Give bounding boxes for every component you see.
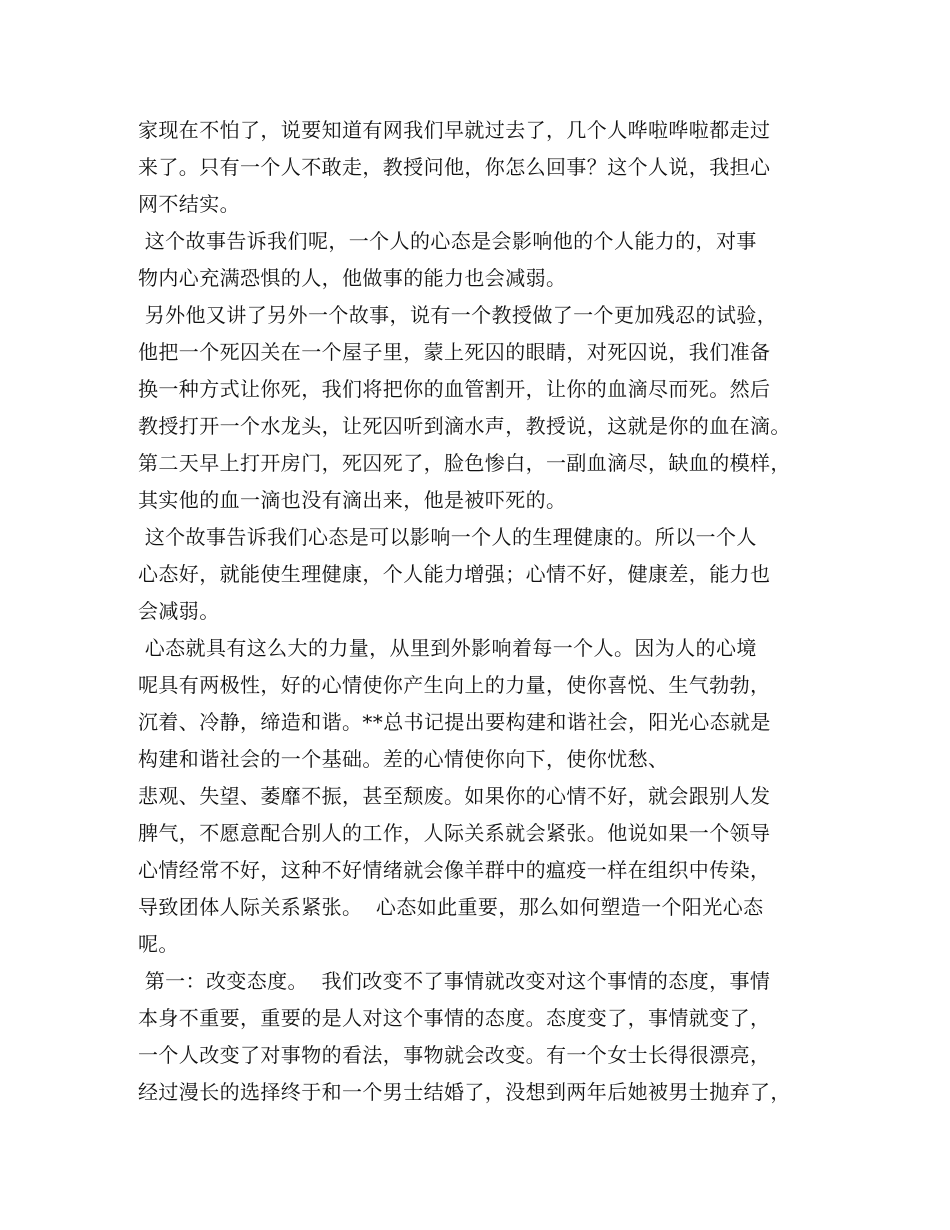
text-line: 沉着、冷静，缔造和谐。**总书记提出要构建和谐社会，阳光心态就是 <box>138 710 771 734</box>
text-line: 呢具有两极性，好的心情使你产生向上的力量，使你喜悦、生气勃勃， <box>138 673 771 697</box>
text-line: 心情经常不好，这种不好情绪就会像羊群中的瘟疫一样在组织中传染， <box>138 858 771 882</box>
text-line: 构建和谐社会的一个基础。差的心情使你向下，使你忧愁、 <box>138 747 669 771</box>
text-line: 物内心充满恐惧的人，他做事的能力也会减弱。 <box>138 266 567 290</box>
text-line: 教授打开一个水龙头，让死囚听到滴水声，教授说，这就是你的血在滴。 <box>138 414 791 438</box>
text-line: 这个故事告诉我们呢，一个人的心态是会影响他的个人能力的，对事 <box>138 229 757 253</box>
text-line: 这个故事告诉我们心态是可以影响一个人的生理健康的。所以一个人 <box>138 525 757 549</box>
body-text <box>138 112 838 1111</box>
text-line: 其实他的血一滴也没有滴出来，他是被吓死的。 <box>138 488 567 512</box>
text-line: 心态就具有这么大的力量，从里到外影响着每一个人。因为人的心境 <box>138 636 757 660</box>
text-line: 他把一个死囚关在一个屋子里，蒙上死囚的眼睛，对死囚说，我们准备 <box>138 340 771 364</box>
text-line: 导致团体人际关系紧张。 心态如此重要，那么如何塑造一个阳光心态 <box>138 895 764 919</box>
text-line: 本身不重要，重要的是人对这个事情的态度。态度变了，事情就变了， <box>138 1006 771 1030</box>
text-line: 心态好，就能使生理健康，个人能力增强；心情不好，健康差，能力也 <box>138 562 771 586</box>
text-line: 换一种方式让你死，我们将把你的血管割开，让你的血滴尽而死。然后 <box>138 377 771 401</box>
text-line: 脾气，不愿意配合别人的工作，人际关系就会紧张。他说如果一个领导 <box>138 821 771 845</box>
text-line: 另外他又讲了另外一个故事，说有一个教授做了一个更加残忍的试验， <box>138 303 778 327</box>
text-line: 悲观、失望、萎靡不振，甚至颓废。如果你的心情不好，就会跟别人发 <box>138 784 771 808</box>
text-line: 经过漫长的选择终于和一个男士结婚了，没想到两年后她被男士抛弃了， <box>138 1080 791 1104</box>
text-line: 呢。 <box>138 932 179 956</box>
text-line: 第二天早上打开房门，死囚死了，脸色惨白，一副血滴尽，缺血的模样， <box>138 451 791 475</box>
text-line: 来了。只有一个人不敢走，教授问他，你怎么回事？这个人说，我担心 <box>138 155 771 179</box>
text-line: 第一：改变态度。 我们改变不了事情就改变对这个事情的态度，事情 <box>138 969 771 993</box>
text-line: 网不结实。 <box>138 192 240 216</box>
text-line: 会减弱。 <box>138 599 220 623</box>
text-line: 家现在不怕了，说要知道有网我们早就过去了，几个人哗啦哗啦都走过 <box>138 118 771 142</box>
text-line: 一个人改变了对事物的看法，事物就会改变。有一个女士长得很漂亮， <box>138 1043 771 1067</box>
